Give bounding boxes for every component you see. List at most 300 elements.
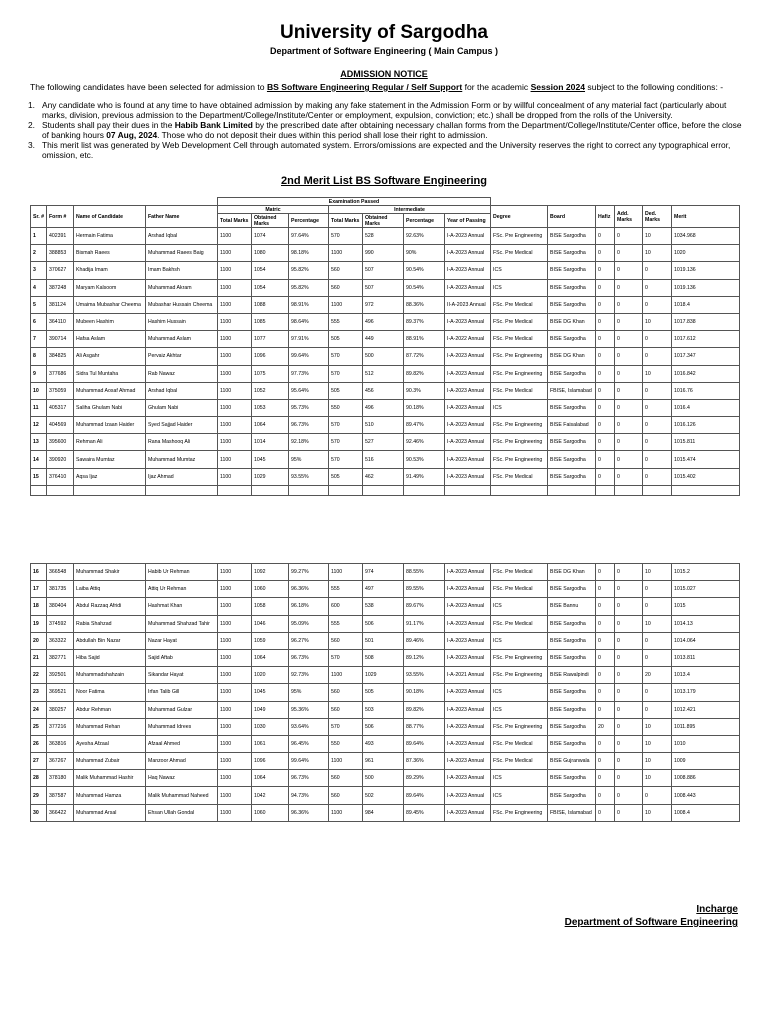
table-cell: 97.64%	[289, 228, 329, 245]
table-cell: 1013.811	[672, 649, 740, 666]
table-cell: 374592	[47, 615, 74, 632]
table-cell: 560	[329, 632, 363, 649]
table-cell	[672, 485, 740, 495]
table-cell: 1054	[252, 279, 289, 296]
table-cell: 1088	[252, 296, 289, 313]
table-cell: 89.64%	[404, 787, 445, 804]
table-row	[31, 434, 740, 451]
table-cell: 390714	[47, 331, 74, 348]
table-cell: 0	[615, 279, 643, 296]
table-cell: 1029	[252, 468, 289, 485]
table-cell: Khadija Imam	[74, 262, 146, 279]
table-cell: FSc. Pre Medical	[491, 331, 548, 348]
table-cell: 1015.474	[672, 451, 740, 468]
table-cell: 3	[31, 262, 47, 279]
table-cell: 0	[615, 804, 643, 821]
table-cell: 387248	[47, 279, 74, 296]
table-cell: 395600	[47, 434, 74, 451]
table-cell: I-A-2023 Annual	[445, 245, 491, 262]
table-cell: FSc. Pre Engineering	[491, 649, 548, 666]
table-cell: FSc. Pre Engineering	[491, 667, 548, 684]
table-cell: FBISE, Islamabad	[548, 804, 596, 821]
table-cell: 538	[363, 598, 404, 615]
table-cell: 570	[329, 451, 363, 468]
merit-table-part-2	[30, 563, 740, 822]
table-cell: 366548	[47, 564, 74, 581]
table-cell: 1017.612	[672, 331, 740, 348]
table-cell: 98.18%	[289, 245, 329, 262]
table-cell: 384825	[47, 348, 74, 365]
table-cell: Syed Sajjad Haider	[146, 417, 218, 434]
table-cell: 1100	[218, 451, 252, 468]
table-cell: 382771	[47, 649, 74, 666]
table-cell: 88.91%	[404, 331, 445, 348]
table-cell: 570	[329, 348, 363, 365]
table-cell: 1	[31, 228, 47, 245]
col-matric-percentage: Percentage	[289, 214, 329, 228]
table-cell: Hermain Fatima	[74, 228, 146, 245]
table-row-spacer	[31, 485, 740, 495]
table-cell: ICS	[491, 279, 548, 296]
table-row	[31, 451, 740, 468]
bank-name: Habib Bank Limited	[174, 120, 253, 130]
table-row	[31, 382, 740, 399]
table-cell: ICS	[491, 632, 548, 649]
table-cell: BISE Sargodha	[548, 434, 596, 451]
table-cell: 381735	[47, 581, 74, 598]
exam-passed-header: Examination Passed	[218, 198, 491, 206]
table-cell: Hiba Sajid	[74, 649, 146, 666]
table-cell	[31, 485, 47, 495]
table-cell: 1034.968	[672, 228, 740, 245]
table-cell: 25	[31, 718, 47, 735]
table-cell: 10	[643, 735, 672, 752]
table-cell: 96.45%	[289, 735, 329, 752]
table-cell: 1100	[218, 701, 252, 718]
table-cell: 0	[596, 434, 615, 451]
table-cell: Muhammad Shahzad Tahir	[146, 615, 218, 632]
table-cell: I-A-2023 Annual	[445, 804, 491, 821]
table-cell: Muhammad Aslam	[146, 331, 218, 348]
table-cell: 1096	[252, 348, 289, 365]
table-cell: BISE Sargodha	[548, 262, 596, 279]
table-cell: 97.73%	[289, 365, 329, 382]
table-cell: 1100	[218, 581, 252, 598]
table-row	[31, 770, 740, 787]
table-cell: 496	[363, 313, 404, 330]
table-cell: 1014.13	[672, 615, 740, 632]
table-cell: 0	[596, 382, 615, 399]
table-cell: 90.54%	[404, 262, 445, 279]
table-cell	[596, 485, 615, 495]
table-cell: 1100	[218, 434, 252, 451]
table-cell: 1059	[252, 632, 289, 649]
table-cell: Muhammad Gulzar	[146, 701, 218, 718]
table-cell: 1075	[252, 365, 289, 382]
table-cell: 0	[596, 701, 615, 718]
intro-paragraph	[30, 82, 744, 93]
table-cell: Pervaiz Akhtar	[146, 348, 218, 365]
col-ded-marks: Ded. Marks	[643, 206, 672, 228]
table-row	[31, 735, 740, 752]
table-cell: 555	[329, 615, 363, 632]
condition-text: Students shall pay their dues in the	[42, 120, 175, 130]
table-cell: 1100	[218, 382, 252, 399]
table-cell: 95.64%	[289, 382, 329, 399]
table-cell: 1100	[218, 804, 252, 821]
table-cell: I-A-2023 Annual	[445, 581, 491, 598]
table-row	[31, 228, 740, 245]
table-cell: 1100	[218, 417, 252, 434]
table-cell: 1019.136	[672, 262, 740, 279]
table-cell: FSc. Pre Medical	[491, 753, 548, 770]
table-cell: BISE Sargodha	[548, 399, 596, 416]
table-cell: Abdur Rehman	[74, 701, 146, 718]
conditions-list	[28, 100, 744, 160]
table-cell: I-A-2023 Annual	[445, 701, 491, 718]
table-cell: 377216	[47, 718, 74, 735]
condition-number: 3.	[28, 140, 35, 150]
table-cell: 89.37%	[404, 313, 445, 330]
table-cell: Muhammadshahzain	[74, 667, 146, 684]
table-cell: 90.18%	[404, 399, 445, 416]
table-cell: I-A-2023 Annual	[445, 468, 491, 485]
table-cell: 550	[329, 735, 363, 752]
session-label: Session 2024	[530, 82, 586, 92]
table-row	[31, 399, 740, 416]
table-cell: 366422	[47, 804, 74, 821]
table-cell: 1009	[672, 753, 740, 770]
table-cell: 0	[615, 434, 643, 451]
table-cell: 370627	[47, 262, 74, 279]
table-cell: Muhammad Rehan	[74, 718, 146, 735]
table-cell	[404, 485, 445, 495]
signature-title: Incharge	[696, 904, 738, 915]
table-cell: BISE Gujranwala	[548, 753, 596, 770]
table-cell: 89.82%	[404, 365, 445, 382]
table-cell: 89.67%	[404, 598, 445, 615]
table-cell: Rehman Ali	[74, 434, 146, 451]
table-cell: 0	[596, 348, 615, 365]
table-cell: 369521	[47, 684, 74, 701]
table-cell: I-A-2023 Annual	[445, 279, 491, 296]
table-cell: Arshad Iqbal	[146, 382, 218, 399]
table-cell: 96.73%	[289, 770, 329, 787]
table-cell: 96.27%	[289, 632, 329, 649]
table-cell: 92.63%	[404, 228, 445, 245]
table-cell: 0	[596, 581, 615, 598]
table-cell: 1100	[218, 245, 252, 262]
table-cell: 1096	[252, 753, 289, 770]
condition-item	[28, 120, 744, 140]
table-cell: BISE Sargodha	[548, 468, 596, 485]
table-cell: 555	[329, 313, 363, 330]
table-cell: 1100	[218, 564, 252, 581]
table-cell	[146, 485, 218, 495]
table-cell: 0	[615, 701, 643, 718]
table-cell: 1014.064	[672, 632, 740, 649]
condition-item	[28, 100, 744, 120]
table-cell: II-A-2023 Annual	[445, 296, 491, 313]
table-cell: 367267	[47, 753, 74, 770]
table-cell: 1008.4	[672, 804, 740, 821]
table-cell: 96.36%	[289, 804, 329, 821]
table-cell: I-A-2023 Annual	[445, 262, 491, 279]
table-cell: Ali Asgahr	[74, 348, 146, 365]
table-cell: 0	[596, 787, 615, 804]
table-cell: ICS	[491, 770, 548, 787]
table-cell: 1015.2	[672, 564, 740, 581]
table-cell: 1030	[252, 718, 289, 735]
table-cell: 1100	[329, 667, 363, 684]
table-cell: 11	[31, 399, 47, 416]
table-cell: 88.77%	[404, 718, 445, 735]
table-cell: 0	[596, 468, 615, 485]
table-cell	[252, 485, 289, 495]
table-cell: BISE Bannu	[548, 598, 596, 615]
table-cell: 0	[596, 245, 615, 262]
table-cell: 20	[596, 718, 615, 735]
table-cell: 1100	[218, 365, 252, 382]
table-cell: 1015.811	[672, 434, 740, 451]
table-cell: 88.55%	[404, 564, 445, 581]
table-row	[31, 581, 740, 598]
table-cell: FSc. Pre Engineering	[491, 417, 548, 434]
table-cell: 0	[596, 417, 615, 434]
table-cell: 497	[363, 581, 404, 598]
table-cell: 88.36%	[404, 296, 445, 313]
table-cell: 1052	[252, 382, 289, 399]
table-cell: 0	[643, 348, 672, 365]
table-cell: 13	[31, 434, 47, 451]
table-cell: 1100	[218, 632, 252, 649]
table-cell: 0	[615, 451, 643, 468]
table-cell	[615, 485, 643, 495]
table-cell: 1100	[218, 735, 252, 752]
table-cell: I-A-2023 Annual	[445, 417, 491, 434]
table-cell: Sikandar Hayat	[146, 667, 218, 684]
table-cell: Arshad Iqbal	[146, 228, 218, 245]
table-cell: 1080	[252, 245, 289, 262]
table-cell: 8	[31, 348, 47, 365]
table-cell: I-A-2023 Annual	[445, 632, 491, 649]
blank-header	[31, 198, 218, 206]
table-cell: BISE Sargodha	[548, 365, 596, 382]
table-cell: 1100	[218, 718, 252, 735]
table-cell: 506	[363, 718, 404, 735]
table-cell: 0	[615, 262, 643, 279]
col-form: Form #	[47, 206, 74, 228]
table-cell: 1018.4	[672, 296, 740, 313]
table-cell: 376410	[47, 468, 74, 485]
table-cell: 1100	[218, 348, 252, 365]
table-cell: 10	[643, 804, 672, 821]
table-cell: 1019.136	[672, 279, 740, 296]
table-cell: 364110	[47, 313, 74, 330]
signature-department: Department of Software Engineering	[564, 917, 738, 928]
table-cell: 1016.842	[672, 365, 740, 382]
table-cell: 0	[615, 331, 643, 348]
table-cell: 505	[329, 468, 363, 485]
table-cell: 456	[363, 382, 404, 399]
table-cell: 0	[615, 632, 643, 649]
table-cell	[47, 485, 74, 495]
table-cell: 1100	[329, 753, 363, 770]
condition-text: by the prescribed date after obtaining necessary challan forms from the Department/College/Institute/Center office, before the close of banking hours	[42, 120, 742, 140]
table-cell: I-A-2023 Annual	[445, 382, 491, 399]
table-cell: Ayesha Afzaal	[74, 735, 146, 752]
table-cell: 972	[363, 296, 404, 313]
table-cell: FSc. Pre Engineering	[491, 718, 548, 735]
table-cell: I-A-2023 Annual	[445, 615, 491, 632]
table-cell: 570	[329, 228, 363, 245]
table-cell: 90.53%	[404, 451, 445, 468]
table-cell: 91.49%	[404, 468, 445, 485]
table-cell: Laiba Attiq	[74, 581, 146, 598]
table-cell: 0	[615, 598, 643, 615]
matric-header: Matric	[218, 206, 329, 214]
table-cell: FSc. Pre Engineering	[491, 434, 548, 451]
table-cell: BISE DG Khan	[548, 348, 596, 365]
table-cell: 493	[363, 735, 404, 752]
table-cell: 1020	[252, 667, 289, 684]
table-cell	[289, 485, 329, 495]
table-cell: 505	[329, 331, 363, 348]
table-cell: 0	[643, 787, 672, 804]
table-cell: 91.17%	[404, 615, 445, 632]
table-cell: 17	[31, 581, 47, 598]
table-cell: Hashmat Khan	[146, 598, 218, 615]
table-cell: BISE DG Khan	[548, 564, 596, 581]
intermediate-header: Intermediate	[329, 206, 491, 214]
table-cell: 378180	[47, 770, 74, 787]
table-cell: 14	[31, 451, 47, 468]
table-cell: Malik Muhammad Hashir	[74, 770, 146, 787]
table-cell: Abdul Razzaq Afridi	[74, 598, 146, 615]
table-cell: 95.73%	[289, 399, 329, 416]
merit-rows-part-1	[31, 228, 740, 496]
table-cell: 388853	[47, 245, 74, 262]
table-cell: 512	[363, 365, 404, 382]
table-cell: 89.12%	[404, 649, 445, 666]
table-cell: 0	[596, 564, 615, 581]
table-cell: 1029	[363, 667, 404, 684]
table-cell: 0	[596, 296, 615, 313]
col-name: Name of Candidate	[74, 206, 146, 228]
table-cell: 0	[643, 434, 672, 451]
col-inter-obtained: Obtained Marks	[363, 214, 404, 228]
table-cell: 1013.179	[672, 684, 740, 701]
table-cell: Bismah Raees	[74, 245, 146, 262]
col-board: Board	[548, 206, 596, 228]
table-cell: 550	[329, 399, 363, 416]
table-cell: 99.27%	[289, 564, 329, 581]
table-cell: 89.64%	[404, 735, 445, 752]
table-cell: 0	[596, 228, 615, 245]
table-cell: 0	[615, 348, 643, 365]
table-cell: 449	[363, 331, 404, 348]
table-cell: 500	[363, 348, 404, 365]
table-cell	[74, 485, 146, 495]
table-cell: Malik Muhammad Naheed	[146, 787, 218, 804]
table-cell: 390920	[47, 451, 74, 468]
table-cell: 10	[643, 753, 672, 770]
condition-text: . Those who do not deposit their dues within this period shall lose their right to admission.	[157, 130, 488, 140]
table-cell: 6	[31, 313, 47, 330]
table-cell: 10	[643, 228, 672, 245]
table-cell: 528	[363, 228, 404, 245]
table-cell: 10	[643, 564, 672, 581]
table-cell: 462	[363, 468, 404, 485]
table-cell	[445, 485, 491, 495]
table-cell: I-A-2023 Annual	[445, 434, 491, 451]
table-cell: 0	[643, 468, 672, 485]
table-cell: 98.91%	[289, 296, 329, 313]
table-cell: Ijaz Ahmad	[146, 468, 218, 485]
condition-text: This merit list was generated by Web Development Cell through automated system. Errors/omissions are expected and the University reserves the right to correct any typographical error, omission, etc.	[42, 140, 731, 160]
table-cell: BISE Sargodha	[548, 331, 596, 348]
table-cell: 5	[31, 296, 47, 313]
table-cell: 1016.126	[672, 417, 740, 434]
condition-number: 1.	[28, 100, 35, 110]
table-cell: BISE Sargodha	[548, 228, 596, 245]
table-cell: 570	[329, 649, 363, 666]
table-cell: 1013.4	[672, 667, 740, 684]
table-cell: BISE Sargodha	[548, 581, 596, 598]
table-cell: 380257	[47, 701, 74, 718]
table-cell: 9	[31, 365, 47, 382]
table-cell: Noor Fatima	[74, 684, 146, 701]
table-cell: 21	[31, 649, 47, 666]
table-cell: Hashim Hussain	[146, 313, 218, 330]
table-cell: 496	[363, 399, 404, 416]
table-cell: 89.47%	[404, 417, 445, 434]
table-cell: Muhammad Raees Baig	[146, 245, 218, 262]
table-cell: Saliha Ghulam Nabi	[74, 399, 146, 416]
table-cell: I-A-2023 Annual	[445, 365, 491, 382]
table-cell: 974	[363, 564, 404, 581]
col-matric-obtained: Obtained Marks	[252, 214, 289, 228]
table-cell	[643, 485, 672, 495]
condition-text: Any candidate who is found at any time to have obtained admission by making any fake statement in the Admission Form or by willful concealment of any material fact (particularly about marks, division, previous admission to the Department/College/Institute/Center or employment, expulsion, conviction; etc.) shall be dropped from the rolls of the University.	[42, 100, 727, 120]
col-matric-total: Total Marks	[218, 214, 252, 228]
table-cell: 1077	[252, 331, 289, 348]
table-cell: 0	[615, 718, 643, 735]
table-row	[31, 365, 740, 382]
table-cell: 560	[329, 787, 363, 804]
table-cell: 1008.886	[672, 770, 740, 787]
table-cell: 0	[596, 279, 615, 296]
table-cell: 1064	[252, 649, 289, 666]
table-cell: 0	[615, 468, 643, 485]
table-cell: I-A-2021 Annual	[445, 667, 491, 684]
table-cell: 0	[615, 365, 643, 382]
table-cell	[329, 485, 363, 495]
table-cell: FBISE, Islamabad	[548, 382, 596, 399]
table-cell: Muhammad Mumtaz	[146, 451, 218, 468]
table-cell: 375059	[47, 382, 74, 399]
table-row	[31, 468, 740, 485]
table-cell: 1049	[252, 701, 289, 718]
table-cell: 570	[329, 718, 363, 735]
table-cell: 0	[615, 382, 643, 399]
table-cell: 363816	[47, 735, 74, 752]
table-cell: FSc. Pre Medical	[491, 615, 548, 632]
table-cell: BISE Sargodha	[548, 632, 596, 649]
table-cell: Attiq Ur Rehman	[146, 581, 218, 598]
table-cell: Mubashar Hussain Cheema	[146, 296, 218, 313]
table-cell: 0	[643, 632, 672, 649]
